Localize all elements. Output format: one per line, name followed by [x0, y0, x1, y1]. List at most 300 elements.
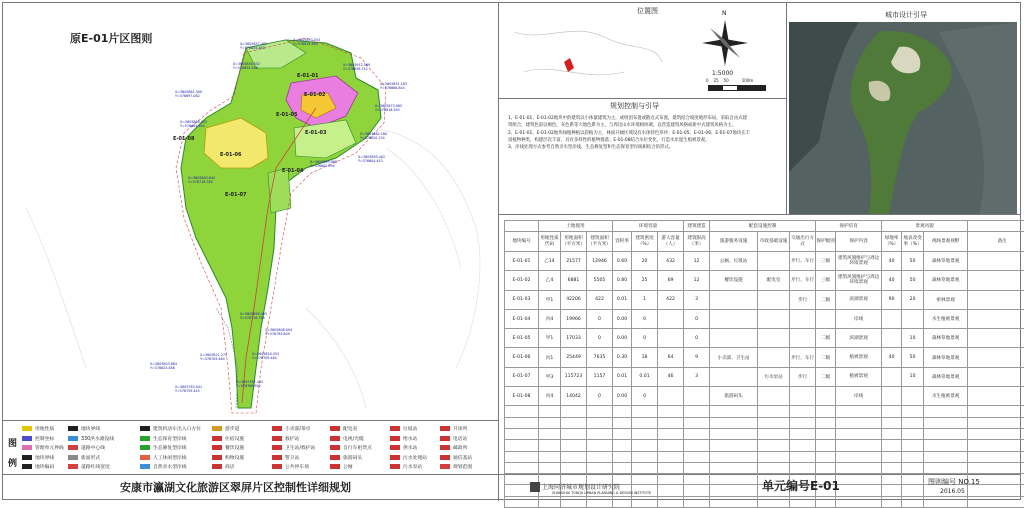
table-cell [658, 474, 684, 485]
table-cell [790, 417, 816, 428]
table-cell [968, 348, 1024, 367]
table-cell: 7635 [587, 348, 613, 367]
coord-annotation: X=3605851.183 Y=576666.844 [380, 82, 407, 90]
legend-swatch [440, 455, 450, 460]
legend-swatch [330, 455, 340, 460]
column-header: 容积率 [613, 232, 632, 252]
table-cell: 公厕、垃圾站 [710, 252, 758, 271]
table-cell [587, 417, 613, 428]
table-cell [968, 496, 1024, 507]
legend-item [330, 425, 357, 432]
legend-item [212, 463, 235, 470]
table-cell [758, 252, 790, 271]
table-cell [658, 417, 684, 428]
legend-label: 生态保育型岸线 [153, 435, 187, 442]
legend-label: 配电室 [343, 425, 357, 432]
table-cell: E-01-08 [505, 387, 539, 406]
table-cell [710, 440, 758, 451]
table-cell: E-01-05 [505, 329, 539, 348]
table-cell [684, 417, 710, 428]
legend-swatch [272, 455, 282, 460]
table-cell [902, 474, 924, 485]
legend-swatch [390, 464, 400, 469]
table-cell [539, 440, 561, 451]
legend-swatch [390, 445, 400, 450]
legend-label: 地块界线 [35, 454, 54, 461]
table-cell: 森林草地景观 [924, 271, 968, 290]
column-header: 备注 [968, 232, 1024, 252]
table-cell [505, 417, 539, 428]
legend-swatch [390, 436, 400, 441]
table-cell [658, 406, 684, 417]
table-cell [684, 387, 710, 406]
legend-item [212, 425, 239, 432]
table-cell [758, 348, 790, 367]
table-cell [684, 474, 710, 485]
table-row [505, 462, 1024, 473]
control-table [504, 220, 1024, 508]
table-cell [836, 406, 882, 417]
legend-swatch [330, 426, 340, 431]
table-group-blank [505, 221, 539, 232]
table-cell [658, 428, 684, 439]
table-cell [710, 462, 758, 473]
table-cell: 二级 [816, 367, 836, 386]
table-cell: 0.30 [613, 348, 632, 367]
table-cell: 0 [684, 309, 710, 328]
table-cell [632, 428, 658, 439]
table-row [505, 271, 1024, 290]
legend-item [390, 454, 427, 461]
table-cell [539, 406, 561, 417]
column-header: 用地面积（平方米） [561, 232, 587, 252]
table-cell [758, 496, 790, 507]
legend-item [272, 444, 315, 451]
plot-label-e01-03: E-01-03 [305, 130, 326, 136]
table-cell: E-01-02 [505, 271, 539, 290]
table-cell: 滨湖景观 [836, 290, 882, 309]
legend-item [440, 444, 467, 451]
table-cell: 污水泵站 [758, 367, 790, 386]
legend-swatch [272, 436, 282, 441]
table-cell: 0.00 [613, 329, 632, 348]
table-cell [505, 496, 539, 507]
table-row [505, 387, 1024, 406]
legend-swatch [212, 445, 222, 450]
coord-annotation: X=3605808.094 Y=576794.809 [265, 328, 292, 336]
table-cell [587, 462, 613, 473]
legend-label: 330洪水淹没线 [81, 435, 114, 442]
table-cell [902, 406, 924, 417]
plot-label-e01-01: E-01-01 [297, 73, 318, 79]
coord-annotation: X=3605895.402 Y=576604.443 [358, 155, 385, 163]
legend-label: 商店 [225, 463, 235, 470]
table-cell [632, 496, 658, 507]
table-cell: 0.00 [613, 387, 632, 406]
table-cell [968, 417, 1024, 428]
legend-label: 建筑机动车出入口方位 [153, 425, 201, 432]
column-header: 市政基础设施 [758, 232, 790, 252]
table-cell [561, 428, 587, 439]
table-cell [710, 417, 758, 428]
legend-swatch [22, 436, 32, 441]
legend-swatch [22, 455, 32, 460]
table-cell [710, 329, 758, 348]
table-cell [902, 309, 924, 328]
table-row [505, 367, 1024, 386]
table-cell [790, 309, 816, 328]
drawing-number: 图则编号 NO.15 [928, 477, 980, 487]
table-cell [924, 440, 968, 451]
table-group-protection: 保护培育 [816, 221, 882, 232]
coord-annotation: X=3605803.844 Y=576718.765 [188, 176, 215, 184]
legend-swatch [212, 464, 222, 469]
plot-label-e01-04: E-01-04 [282, 168, 303, 174]
table-cell: 0 [632, 309, 658, 328]
coord-annotation: X=3605873.065 Y=576618.583 [375, 104, 402, 112]
table-cell: 3 [684, 367, 710, 386]
legend-item [140, 463, 187, 470]
legend-label: 小卖部/茶亭 [285, 425, 311, 432]
legend-label-top: 图 [8, 436, 17, 449]
table-cell [658, 440, 684, 451]
table-cell [684, 440, 710, 451]
table-cell [968, 406, 1024, 417]
table-cell [882, 451, 902, 462]
location-title: 位置图 [637, 6, 658, 16]
table-cell: 森林草地景观 [924, 348, 968, 367]
legend-label: 污水泵站 [403, 463, 422, 470]
table-cell [882, 387, 902, 406]
table-cell: 0 [632, 387, 658, 406]
north-arrow-icon [700, 18, 750, 68]
table-cell: 0.01 [632, 367, 658, 386]
table-cell [924, 451, 968, 462]
legend-label: 给水站 [403, 435, 417, 442]
legend-label: 游步道 [225, 425, 239, 432]
legend-label: 电视/光缆 [343, 435, 364, 442]
legend-swatch [272, 445, 282, 450]
legend-item [440, 425, 467, 432]
legend-swatch [22, 426, 32, 431]
table-cell: 50 [902, 348, 924, 367]
table-cell: 三级 [816, 271, 836, 290]
table-cell [613, 451, 632, 462]
table-cell [561, 440, 587, 451]
table-cell [710, 496, 758, 507]
table-cell: 42206 [561, 290, 587, 309]
table-cell: 422 [587, 290, 613, 309]
table-cell [836, 440, 882, 451]
render-title: 城市设计引导 [885, 10, 927, 20]
unit-number: 单元编号E-01 [762, 477, 840, 494]
table-cell: 0 [587, 309, 613, 328]
legend-label: 电话站 [453, 435, 467, 442]
table-group-capacity: 环境容量 [613, 221, 684, 232]
table-cell: 5505 [587, 271, 613, 290]
table-cell: 甲1 [539, 290, 561, 309]
legend-label: 道路中心线 [81, 444, 105, 451]
table-cell: 40 [882, 271, 902, 290]
table-cell [836, 462, 882, 473]
legend-swatch [140, 464, 150, 469]
legend-label: 地块界线 [81, 425, 100, 432]
table-cell [882, 428, 902, 439]
coord-annotation: X=3605783.041 Y=576759.445 [175, 385, 202, 393]
column-header: 交通出行方式 [790, 232, 816, 252]
table-cell: 水生植被景观 [924, 309, 968, 328]
legend-item [22, 463, 54, 470]
legend-item [330, 435, 364, 442]
table-row [505, 417, 1024, 428]
table-cell [587, 440, 613, 451]
coord-annotation: X=3605868.452 Y=576664.904 [180, 120, 207, 128]
table-cell [968, 428, 1024, 439]
legend-swatch [140, 455, 150, 460]
legend-item [68, 454, 100, 461]
column-header: 用地性质代码 [539, 232, 561, 252]
divider-location [498, 98, 786, 99]
table-cell: 建筑风貌维护与周边环境景观 [836, 252, 882, 271]
urban-design-render [789, 22, 1017, 214]
table-cell [758, 417, 790, 428]
table-cell: 0 [684, 329, 710, 348]
column-header: 视线景观视野 [924, 232, 968, 252]
table-cell [836, 485, 882, 496]
legend-swatch [330, 464, 340, 469]
table-cell [968, 271, 1024, 290]
table-cell [816, 451, 836, 462]
legend-item [330, 454, 362, 461]
table-cell [758, 440, 790, 451]
table-cell [816, 496, 836, 507]
legend-swatch [272, 464, 282, 469]
table-cell: 1 [632, 290, 658, 309]
coord-annotation: X=3605899.505 Y=576718.756 [240, 312, 267, 320]
table-cell [924, 462, 968, 473]
table-cell: 0.01 [613, 290, 632, 309]
table-cell [561, 417, 587, 428]
table-cell [882, 367, 902, 386]
table-cell: 旅游码头 [710, 387, 758, 406]
table-cell: 小卖部、卫生站 [710, 348, 758, 367]
legend-item [22, 444, 64, 451]
coord-annotation: X=3605857.554 Y=576619.484 [293, 38, 320, 46]
table-cell: 乙4 [539, 271, 561, 290]
legend-swatch [440, 436, 450, 441]
table-cell [587, 496, 613, 507]
table-cell [658, 309, 684, 328]
site-marker-icon [564, 58, 574, 72]
table-cell: 建筑风貌维护与周边环境景观 [836, 271, 882, 290]
legend-swatch [212, 436, 222, 441]
legend-label: 住宿设施 [225, 435, 244, 442]
table-cell [684, 462, 710, 473]
table-cell [539, 451, 561, 462]
table-cell: 10 [902, 329, 924, 348]
table-cell: 岸线 [836, 309, 882, 328]
legend-label: 旅游码头 [343, 454, 362, 461]
legend-swatch [68, 464, 78, 469]
column-header: 绿地率（%） [882, 232, 902, 252]
table-row [505, 451, 1024, 462]
table-cell [658, 329, 684, 348]
table-cell: 0 [587, 329, 613, 348]
legend-swatch [140, 445, 150, 450]
table-cell: 20 [632, 252, 658, 271]
legend-item [140, 435, 187, 442]
table-cell [684, 496, 710, 507]
table-cell [790, 496, 816, 507]
table-cell: 二级 [816, 348, 836, 367]
column-header: 地表改变率（%） [902, 232, 924, 252]
table-cell [968, 367, 1024, 386]
coord-annotation: X=3605857.492 Y=576634.483 [240, 42, 267, 50]
table-group-facilities: 配套设施控制 [710, 221, 816, 232]
table-cell [632, 417, 658, 428]
legend-item [272, 463, 309, 470]
legend-item [330, 463, 353, 470]
table-cell: 二级 [816, 329, 836, 348]
legend-item [22, 425, 54, 432]
table-cell [968, 329, 1024, 348]
table-cell [836, 496, 882, 507]
divider-render [786, 2, 787, 214]
table-cell: 水生植被景观 [924, 387, 968, 406]
table-cell: 1157 [587, 367, 613, 386]
table-cell [539, 417, 561, 428]
table-cell [632, 440, 658, 451]
table-cell [632, 462, 658, 473]
legend-label: 通信基站 [453, 454, 472, 461]
legend-label: 垃圾站 [403, 425, 417, 432]
legend-item [390, 444, 417, 451]
table-cell [790, 440, 816, 451]
legend-item [68, 425, 100, 432]
table-cell [902, 462, 924, 473]
legend-swatch [212, 426, 222, 431]
legend-label: 用地性质 [35, 425, 54, 432]
table-cell: 密林景观 [924, 290, 968, 309]
table-cell [710, 367, 758, 386]
table-cell [968, 451, 1024, 462]
table-cell [882, 462, 902, 473]
table-cell [539, 462, 561, 473]
table-cell: 森林草地景观 [924, 367, 968, 386]
legend-label: 控制坐标 [35, 435, 54, 442]
table-cell [684, 485, 710, 496]
table-cell [613, 496, 632, 507]
table-cell: E-01-01 [505, 252, 539, 271]
table-cell [836, 474, 882, 485]
table-cell [902, 496, 924, 507]
table-cell [561, 451, 587, 462]
table-cell: 乙14 [539, 252, 561, 271]
table-cell: 岸线 [836, 387, 882, 406]
legend-swatch [440, 426, 450, 431]
table-cell: 0 [587, 387, 613, 406]
legend-item [140, 454, 187, 461]
legend-swatch [22, 445, 32, 450]
table-cell: 配电室 [758, 271, 790, 290]
table-cell [924, 406, 968, 417]
table-cell [632, 451, 658, 462]
table-cell: 餐饮设施 [710, 271, 758, 290]
table-cell [882, 496, 902, 507]
legend-label: 管理单元界线 [35, 444, 64, 451]
table-cell [505, 440, 539, 451]
table-cell [968, 462, 1024, 473]
legend-label: 新面形式 [81, 454, 100, 461]
coord-annotation: X=3605767.442 Y=576788.902 [236, 380, 263, 388]
scale-bar-labels: 0 25 50 100m [706, 78, 753, 83]
table-cell [758, 309, 790, 328]
table-cell: 64 [658, 348, 684, 367]
table-row [505, 428, 1024, 439]
coord-annotation: X=3605862.160 Y=576620.134 [360, 132, 387, 140]
legend-label: 公厕 [343, 463, 353, 470]
legend-swatch [140, 426, 150, 431]
table-cell [816, 387, 836, 406]
table-cell [790, 451, 816, 462]
table-cell [882, 309, 902, 328]
table-cell [505, 451, 539, 462]
legend-label: 人工休闲型岸线 [153, 454, 187, 461]
table-cell [816, 309, 836, 328]
coord-annotation: X=3605912.569 Y=576638.742 [343, 63, 370, 71]
table-cell [587, 406, 613, 417]
table-cell [658, 387, 684, 406]
table-cell [561, 406, 587, 417]
table-cell [539, 496, 561, 507]
table-cell [710, 309, 758, 328]
legend-swatch [330, 436, 340, 441]
table-cell [632, 406, 658, 417]
table-cell [758, 290, 790, 309]
table-cell [710, 474, 758, 485]
table-cell [816, 428, 836, 439]
table-row [505, 348, 1024, 367]
table-cell: 步行、车行 [790, 252, 816, 271]
table-cell: 50 [902, 271, 924, 290]
table-cell: 12 [684, 271, 710, 290]
table-group-landscape: 景观风貌 [882, 221, 968, 232]
coord-annotation: X=3605821.273 Y=576709.464 [200, 353, 227, 361]
table-cell [968, 309, 1024, 328]
table-cell [882, 485, 902, 496]
legend-label: 开闭所 [453, 425, 467, 432]
table-cell [836, 451, 882, 462]
table-cell: 25449 [561, 348, 587, 367]
legend-swatch [68, 436, 78, 441]
table-cell [882, 406, 902, 417]
table-cell: 三级 [816, 252, 836, 271]
column-header: 地块编号 [505, 232, 539, 252]
legend-swatch [440, 464, 450, 469]
table-row [505, 309, 1024, 328]
table-cell: 步行 [790, 367, 816, 386]
plan-title: 安康市瀛湖文化旅游区翠屏片区控制性详细规划 [120, 479, 351, 495]
table-cell [758, 428, 790, 439]
legend-item [272, 425, 311, 432]
table-cell [613, 440, 632, 451]
table-cell: 6881 [561, 271, 587, 290]
table-cell [613, 462, 632, 473]
legend-label: 规划范围 [453, 463, 472, 470]
legend-label: 污水处理站 [403, 454, 427, 461]
scale-bar [708, 85, 766, 91]
table-cell: 森林草地景观 [924, 252, 968, 271]
